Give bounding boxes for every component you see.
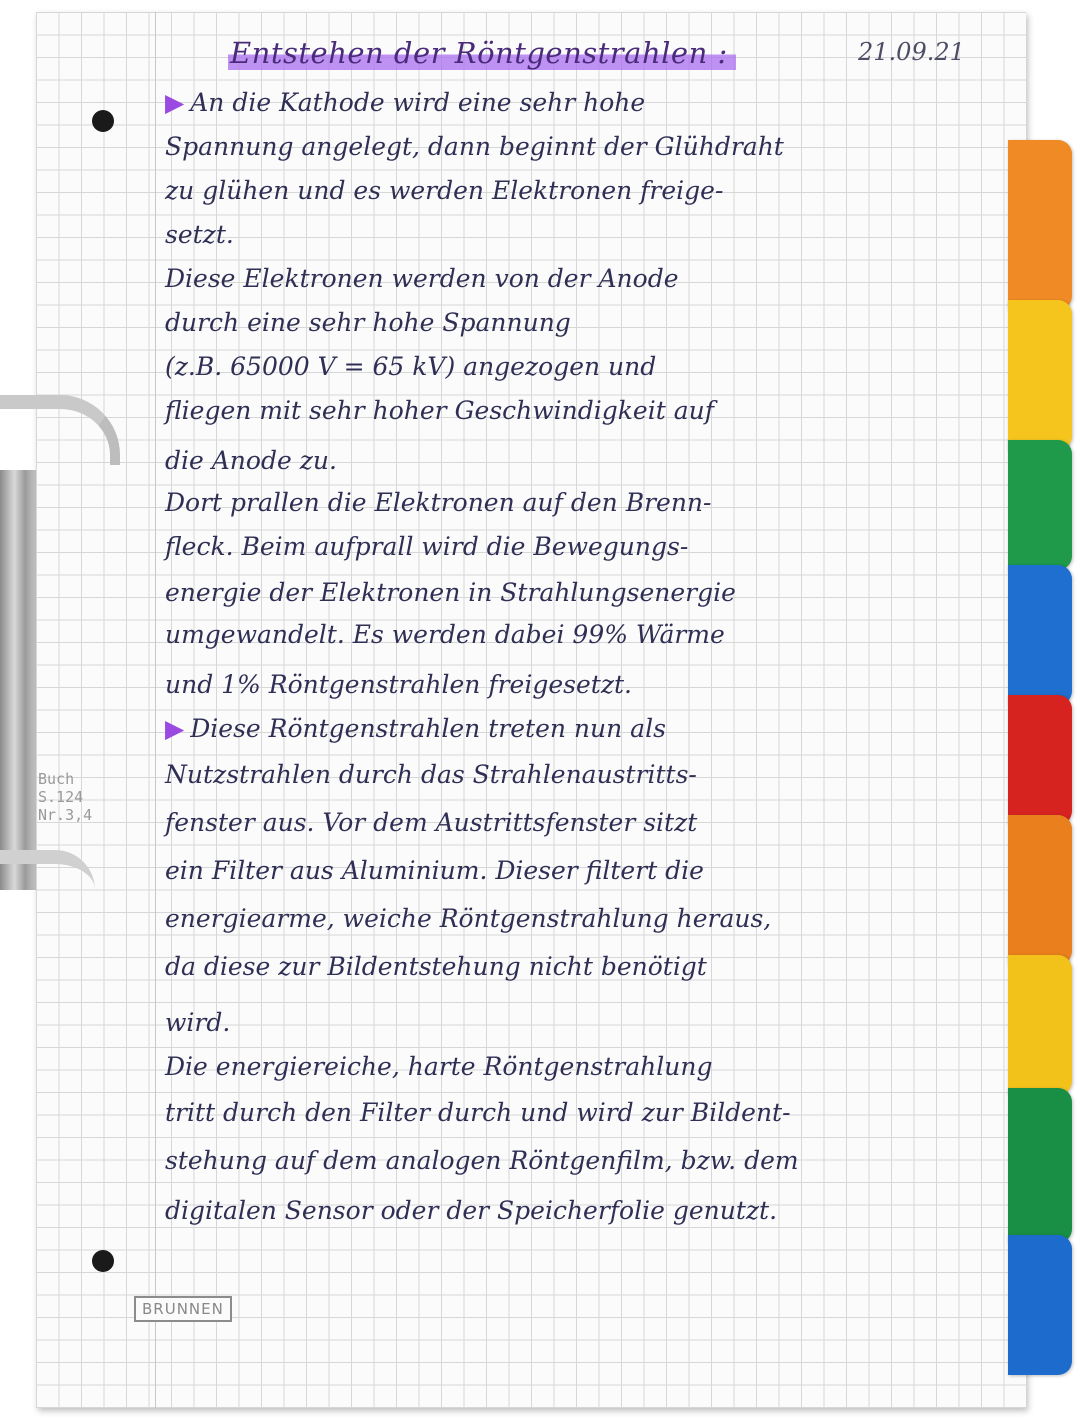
text-line: (z.B. 65000 V = 65 kV) angezogen und bbox=[165, 352, 657, 381]
punch-hole-bottom bbox=[92, 1250, 114, 1272]
brand-logo: BRUNNEN bbox=[134, 1296, 232, 1322]
text-line: und 1% Röntgenstrahlen freigesetzt. bbox=[165, 670, 632, 699]
text-line: da diese zur Bildentstehung nicht benötigt bbox=[165, 952, 707, 981]
side-note: Buch S.124 Nr.3,4 bbox=[38, 770, 93, 824]
divider-tab-red[interactable] bbox=[1008, 695, 1072, 825]
divider-tab-green[interactable] bbox=[1008, 440, 1072, 570]
divider-tab-green-2[interactable] bbox=[1008, 1088, 1072, 1243]
text-line: energie der Elektronen in Strahlungsenergie bbox=[165, 578, 736, 607]
text-line: fleck. Beim aufprall wird die Bewegungs- bbox=[165, 532, 689, 561]
text-line: durch eine sehr hohe Spannung bbox=[165, 308, 571, 337]
text-line: die Anode zu. bbox=[165, 446, 337, 475]
divider-tab-blue-2[interactable] bbox=[1008, 1235, 1072, 1375]
text-line: energiearme, weiche Röntgenstrahlung heraus, bbox=[165, 904, 772, 933]
page-title: Entstehen der Röntgenstrahlen : bbox=[228, 36, 736, 70]
divider-tab-blue[interactable] bbox=[1008, 565, 1072, 705]
margin-line bbox=[155, 12, 156, 1408]
note-date: 21.09.21 bbox=[858, 38, 965, 66]
text-line: ▶ An die Kathode wird eine sehr hohe bbox=[165, 88, 646, 117]
text-line: Die energiereiche, harte Röntgenstrahlung bbox=[165, 1052, 713, 1081]
arrow-icon: ▶ bbox=[165, 88, 185, 117]
text-line: umgewandelt. Es werden dabei 99% Wärme bbox=[165, 620, 725, 649]
arrow-icon: ▶ bbox=[165, 714, 185, 743]
text-line: ▶ Diese Röntgenstrahlen treten nun als bbox=[165, 714, 666, 743]
text-line: Nutzstrahlen durch das Strahlenaustritts- bbox=[165, 760, 697, 789]
punch-hole-top bbox=[92, 110, 114, 132]
text-line: stehung auf dem analogen Röntgenfilm, bzw. dem bbox=[165, 1146, 799, 1175]
text-line: Spannung angelegt, dann beginnt der Glühdraht bbox=[165, 132, 784, 161]
text-line: fenster aus. Vor dem Austrittsfenster sitzt bbox=[165, 808, 698, 837]
text-line: wird. bbox=[165, 1008, 231, 1037]
divider-tab-orange-2[interactable] bbox=[1008, 815, 1072, 965]
text-line: Dort prallen die Elektronen auf den Brenn- bbox=[165, 488, 712, 517]
text-line: setzt. bbox=[165, 220, 234, 249]
text-line: tritt durch den Filter durch und wird zur Bildent- bbox=[165, 1098, 791, 1127]
divider-tab-orange[interactable] bbox=[1008, 140, 1072, 310]
text-line: fliegen mit sehr hoher Geschwindigkeit auf bbox=[165, 396, 714, 425]
text-line: digitalen Sensor oder der Speicherfolie genutzt. bbox=[165, 1196, 778, 1225]
binder-mechanism bbox=[0, 470, 36, 890]
divider-tab-yellow[interactable] bbox=[1008, 300, 1072, 450]
text-line: Diese Elektronen werden von der Anode bbox=[165, 264, 679, 293]
text-line: zu glühen und es werden Elektronen freige- bbox=[165, 176, 724, 205]
divider-tab-yellow-2[interactable] bbox=[1008, 955, 1072, 1095]
text-line: ein Filter aus Aluminium. Dieser filtert die bbox=[165, 856, 704, 885]
